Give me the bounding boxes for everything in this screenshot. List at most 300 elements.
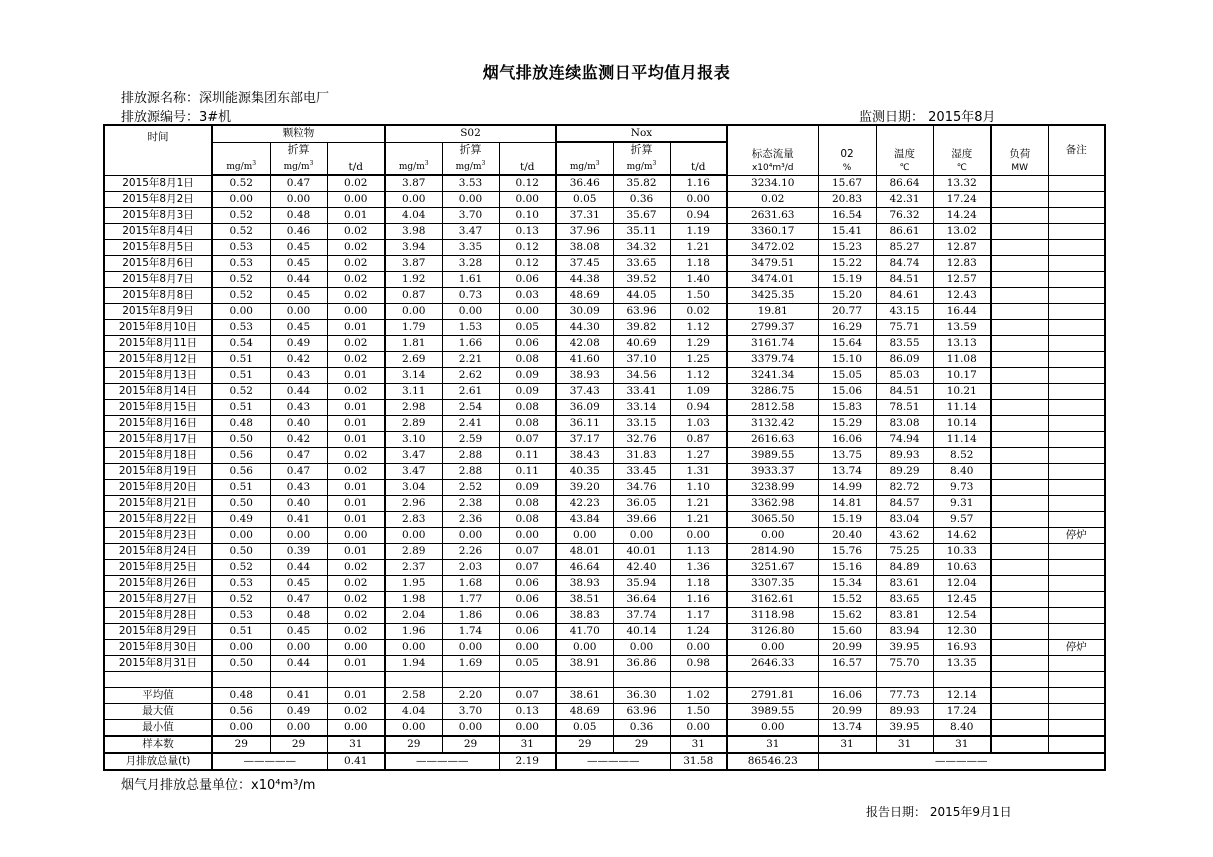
value-cell: 12.57	[933, 272, 991, 288]
value-cell: 83.08	[876, 416, 933, 432]
value-cell: 0.00	[442, 304, 499, 320]
value-cell: 39.52	[613, 272, 670, 288]
date-cell: 2015年8月14日	[104, 384, 212, 400]
value-cell: 0.00	[270, 192, 327, 208]
value-cell: 0.05	[556, 720, 613, 737]
value-cell	[991, 704, 1048, 720]
value-cell: 3.11	[385, 384, 442, 400]
value-cell: 0.00	[556, 528, 613, 544]
value-cell: 0.40	[270, 496, 327, 512]
source-id-line	[121, 106, 231, 125]
value-cell: 0.50	[212, 432, 270, 448]
pm-dash: —————	[212, 753, 327, 770]
value-cell: 35.82	[613, 175, 670, 192]
value-cell: 0.00	[270, 640, 327, 656]
value-cell: 1.77	[442, 592, 499, 608]
value-cell: 83.65	[876, 592, 933, 608]
remark-cell	[1048, 336, 1105, 352]
summary-label: 最大值	[104, 704, 212, 720]
value-cell: 0.06	[499, 592, 556, 608]
value-cell: 0.73	[442, 288, 499, 304]
value-cell: 1.96	[385, 624, 442, 640]
empty-cell	[499, 672, 556, 688]
value-cell: 0.08	[499, 496, 556, 512]
value-cell: 10.14	[933, 416, 991, 432]
value-cell: 0.02	[327, 256, 385, 272]
value-cell: 17.24	[933, 704, 991, 720]
value-cell: 10.17	[933, 368, 991, 384]
value-cell: 16.54	[818, 208, 876, 224]
value-cell: 30.09	[556, 304, 613, 320]
value-cell: 0.00	[670, 528, 727, 544]
totals-label: 月排放总量(t)	[104, 753, 212, 770]
header-nox-converted: 折算 $mg/m^3$	[613, 142, 670, 175]
value-cell: 3.87	[385, 175, 442, 192]
value-cell	[991, 192, 1048, 208]
empty-cell	[270, 672, 327, 688]
value-cell: 29	[270, 736, 327, 753]
value-cell: 38.91	[556, 656, 613, 672]
value-cell: 3.87	[385, 256, 442, 272]
table-row	[104, 304, 1105, 320]
value-cell: 44.38	[556, 272, 613, 288]
source-name-label: 排放源名称：	[121, 91, 200, 106]
value-cell: 3.14	[385, 368, 442, 384]
value-cell: 1.21	[670, 240, 727, 256]
value-cell: 42.40	[613, 560, 670, 576]
value-cell: 0.94	[670, 208, 727, 224]
table-row	[104, 240, 1105, 256]
value-cell: 0.00	[670, 192, 727, 208]
date-cell: 2015年8月2日	[104, 192, 212, 208]
value-cell: 11.14	[933, 432, 991, 448]
value-cell: 2.04	[385, 608, 442, 624]
empty-cell	[933, 672, 991, 688]
value-cell: 1.10	[670, 480, 727, 496]
value-cell: 0.43	[270, 368, 327, 384]
value-cell: 37.17	[556, 432, 613, 448]
value-cell: 0.00	[499, 640, 556, 656]
value-cell: 0.44	[270, 272, 327, 288]
value-cell: 0.06	[499, 624, 556, 640]
value-cell: 15.64	[818, 336, 876, 352]
value-cell	[991, 400, 1048, 416]
value-cell: 0.02	[327, 464, 385, 480]
value-cell: 0.01	[327, 656, 385, 672]
remark-cell	[1048, 272, 1105, 288]
table-row	[104, 608, 1105, 624]
empty-cell	[1048, 672, 1105, 688]
value-cell: 0.44	[270, 384, 327, 400]
value-cell	[991, 368, 1048, 384]
value-cell: 15.19	[818, 512, 876, 528]
value-cell: 16.06	[818, 688, 876, 704]
value-cell: 1.86	[442, 608, 499, 624]
value-cell: 33.14	[613, 400, 670, 416]
value-cell: 1.40	[670, 272, 727, 288]
remark-cell	[1048, 464, 1105, 480]
value-cell: 29	[442, 736, 499, 753]
value-cell: 85.27	[876, 240, 933, 256]
rest-dash: —————	[818, 753, 1105, 770]
value-cell	[991, 288, 1048, 304]
value-cell: 0.41	[270, 688, 327, 704]
table-row	[104, 384, 1105, 400]
value-cell: 39.95	[876, 720, 933, 737]
value-cell: 2646.33	[727, 656, 818, 672]
value-cell: 0.36	[613, 720, 670, 737]
value-cell: 1.17	[670, 608, 727, 624]
value-cell: 36.05	[613, 496, 670, 512]
table-row	[104, 208, 1105, 224]
summary-label: 平均值	[104, 688, 212, 704]
empty-cell	[613, 672, 670, 688]
value-cell: 0.01	[327, 416, 385, 432]
value-cell: 0.53	[212, 256, 270, 272]
value-cell: 2.88	[442, 464, 499, 480]
value-cell: 15.76	[818, 544, 876, 560]
value-cell: 83.55	[876, 336, 933, 352]
value-cell: 13.13	[933, 336, 991, 352]
value-cell: 20.77	[818, 304, 876, 320]
remark-cell	[1048, 448, 1105, 464]
value-cell: 3.35	[442, 240, 499, 256]
value-cell: 8.52	[933, 448, 991, 464]
value-cell: 0.52	[212, 175, 270, 192]
table-row	[104, 175, 1105, 192]
header-nox-mgm3: $mg/m^3$	[556, 142, 613, 175]
value-cell: 1.09	[670, 384, 727, 400]
value-cell: 0.00	[327, 192, 385, 208]
value-cell: 78.51	[876, 400, 933, 416]
pm-total: 0.41	[327, 753, 385, 770]
value-cell: 0.45	[270, 320, 327, 336]
date-cell: 2015年8月4日	[104, 224, 212, 240]
value-cell: 8.40	[933, 720, 991, 737]
summary-row	[104, 704, 1105, 720]
value-cell: 0.52	[212, 208, 270, 224]
value-cell: 0.02	[327, 175, 385, 192]
value-cell: 2.41	[442, 416, 499, 432]
value-cell: 84.74	[876, 256, 933, 272]
value-cell: 3307.35	[727, 576, 818, 592]
value-cell: 37.31	[556, 208, 613, 224]
value-cell: 0.00	[670, 640, 727, 656]
table-row	[104, 256, 1105, 272]
value-cell: 36.11	[556, 416, 613, 432]
header-so2-mgm3: $mg/m^3$	[385, 142, 442, 175]
value-cell: 20.99	[818, 704, 876, 720]
date-cell: 2015年8月25日	[104, 560, 212, 576]
value-cell: 2631.63	[727, 208, 818, 224]
value-cell: 0.08	[499, 512, 556, 528]
value-cell: 0.12	[499, 240, 556, 256]
value-cell: 3.94	[385, 240, 442, 256]
value-cell: 77.73	[876, 688, 933, 704]
value-cell: 0.53	[212, 240, 270, 256]
value-cell: 0.98	[670, 656, 727, 672]
value-cell: 84.51	[876, 272, 933, 288]
value-cell: 0.00	[385, 528, 442, 544]
header-load-unit: MW	[1011, 162, 1029, 173]
value-cell: 82.72	[876, 480, 933, 496]
converted-label: 折算	[459, 143, 482, 156]
value-cell: 0.00	[727, 528, 818, 544]
value-cell: 75.70	[876, 656, 933, 672]
value-cell: 15.67	[818, 175, 876, 192]
report-date-line	[866, 803, 1012, 820]
value-cell: 0.94	[670, 400, 727, 416]
value-cell: 0.49	[270, 704, 327, 720]
remark-cell	[1048, 384, 1105, 400]
value-cell: 75.71	[876, 320, 933, 336]
header-o2-label: 02	[840, 147, 854, 160]
value-cell: 0.02	[670, 304, 727, 320]
remark-cell	[1048, 352, 1105, 368]
value-cell: 10.21	[933, 384, 991, 400]
value-cell: 1.19	[670, 224, 727, 240]
value-cell: 3161.74	[727, 336, 818, 352]
remark-cell	[1048, 704, 1105, 720]
flow-total: 86546.23	[727, 753, 818, 770]
value-cell	[991, 688, 1048, 704]
value-cell: 84.61	[876, 288, 933, 304]
value-cell: 15.22	[818, 256, 876, 272]
header-flow	[727, 125, 818, 175]
value-cell: 2.83	[385, 512, 442, 528]
value-cell: 0.05	[499, 656, 556, 672]
value-cell	[991, 496, 1048, 512]
value-cell: 0.13	[499, 224, 556, 240]
value-cell: 14.24	[933, 208, 991, 224]
value-cell: 0.00	[499, 304, 556, 320]
value-cell: 2.21	[442, 352, 499, 368]
table-row	[104, 624, 1105, 640]
value-cell: 48.01	[556, 544, 613, 560]
value-cell: 0.00	[727, 720, 818, 737]
value-cell	[991, 352, 1048, 368]
value-cell: 33.15	[613, 416, 670, 432]
remark-cell	[1048, 400, 1105, 416]
value-cell: 89.93	[876, 448, 933, 464]
value-cell: 1.13	[670, 544, 727, 560]
remark-cell	[1048, 288, 1105, 304]
header-remark: 备注	[1048, 125, 1105, 175]
value-cell: 0.11	[499, 464, 556, 480]
value-cell: 84.57	[876, 496, 933, 512]
value-cell	[991, 272, 1048, 288]
value-cell: 2.98	[385, 400, 442, 416]
value-cell: 0.51	[212, 400, 270, 416]
value-cell: 0.45	[270, 240, 327, 256]
value-cell	[991, 304, 1048, 320]
value-cell: 38.08	[556, 240, 613, 256]
value-cell: 0.51	[212, 480, 270, 496]
value-cell: 3379.74	[727, 352, 818, 368]
value-cell	[991, 736, 1048, 753]
table-row	[104, 320, 1105, 336]
value-cell: 3472.02	[727, 240, 818, 256]
value-cell: 1.50	[670, 288, 727, 304]
value-cell: 3.70	[442, 208, 499, 224]
date-cell: 2015年8月26日	[104, 576, 212, 592]
value-cell: 3.28	[442, 256, 499, 272]
value-cell: 15.60	[818, 624, 876, 640]
nox-dash: —————	[556, 753, 670, 770]
value-cell: 0.53	[212, 608, 270, 624]
unit-label: mg/m	[226, 162, 253, 172]
value-cell: 13.02	[933, 224, 991, 240]
value-cell	[991, 480, 1048, 496]
remark-cell	[1048, 688, 1105, 704]
value-cell: 3238.99	[727, 480, 818, 496]
value-cell: 0.06	[499, 272, 556, 288]
value-cell: 38.93	[556, 576, 613, 592]
value-cell: 0.01	[327, 400, 385, 416]
value-cell: 0.00	[670, 720, 727, 737]
value-cell: 0.02	[327, 240, 385, 256]
value-cell: 0.02	[327, 384, 385, 400]
value-cell: 0.43	[270, 400, 327, 416]
report-date-label: 报告日期：	[866, 805, 927, 819]
header-load-label: 负荷	[1009, 147, 1031, 160]
value-cell: 4.04	[385, 208, 442, 224]
remark-cell	[1048, 175, 1105, 192]
value-cell: 0.56	[212, 704, 270, 720]
value-cell: 86.09	[876, 352, 933, 368]
remark-cell	[1048, 544, 1105, 560]
value-cell: 1.16	[670, 592, 727, 608]
value-cell: 0.03	[499, 288, 556, 304]
date-cell: 2015年8月12日	[104, 352, 212, 368]
header-temp-label: 温度	[894, 147, 915, 160]
value-cell: 0.51	[212, 368, 270, 384]
value-cell: 10.63	[933, 560, 991, 576]
value-cell: 2.58	[385, 688, 442, 704]
value-cell: 13.74	[818, 720, 876, 737]
monitor-date: 2015年8月	[928, 110, 996, 125]
value-cell: 15.05	[818, 368, 876, 384]
empty-cell	[818, 672, 876, 688]
value-cell: 0.00	[385, 720, 442, 737]
value-cell: 2.26	[442, 544, 499, 560]
value-cell: 3.04	[385, 480, 442, 496]
remark-cell	[1048, 224, 1105, 240]
value-cell	[991, 528, 1048, 544]
value-cell	[991, 512, 1048, 528]
value-cell: 12.45	[933, 592, 991, 608]
value-cell: 0.56	[212, 464, 270, 480]
value-cell: 63.96	[613, 304, 670, 320]
value-cell: 43.62	[876, 528, 933, 544]
value-cell: 42.31	[876, 192, 933, 208]
value-cell	[991, 256, 1048, 272]
value-cell: 15.16	[818, 560, 876, 576]
value-cell: 38.83	[556, 608, 613, 624]
empty-cell	[212, 672, 270, 688]
value-cell: 0.06	[499, 336, 556, 352]
value-cell: 2.38	[442, 496, 499, 512]
converted-label: 折算	[287, 143, 310, 156]
value-cell: 2.62	[442, 368, 499, 384]
value-cell: 42.23	[556, 496, 613, 512]
value-cell: 33.65	[613, 256, 670, 272]
value-cell: 3474.01	[727, 272, 818, 288]
value-cell: 1.16	[670, 175, 727, 192]
value-cell: 0.01	[327, 320, 385, 336]
value-cell	[991, 560, 1048, 576]
value-cell: 3065.50	[727, 512, 818, 528]
value-cell: 1.98	[385, 592, 442, 608]
value-cell: 0.46	[270, 224, 327, 240]
value-cell: 0.00	[327, 304, 385, 320]
date-cell: 2015年8月23日	[104, 528, 212, 544]
value-cell: 1.74	[442, 624, 499, 640]
value-cell: 1.94	[385, 656, 442, 672]
value-cell: 0.52	[212, 560, 270, 576]
value-cell: 36.46	[556, 175, 613, 192]
value-cell: 0.02	[327, 576, 385, 592]
source-id: 3#机	[199, 110, 232, 125]
value-cell: 43.15	[876, 304, 933, 320]
value-cell: 0.07	[499, 432, 556, 448]
value-cell: 2.20	[442, 688, 499, 704]
remark-cell	[1048, 240, 1105, 256]
empty-cell	[991, 672, 1048, 688]
value-cell: 3132.42	[727, 416, 818, 432]
value-cell: 0.00	[442, 528, 499, 544]
table-row	[104, 288, 1105, 304]
value-cell: 0.00	[327, 528, 385, 544]
value-cell: 0.07	[499, 544, 556, 560]
value-cell: 0.50	[212, 656, 270, 672]
header-pm-converted: 折算 $mg/m^3$	[270, 142, 327, 175]
remark-cell	[1048, 560, 1105, 576]
value-cell: 15.34	[818, 576, 876, 592]
unit-label: mg/m	[455, 162, 482, 172]
value-cell	[991, 384, 1048, 400]
value-cell: 31	[327, 736, 385, 753]
value-cell: 0.09	[499, 480, 556, 496]
summary-label: 样本数	[104, 736, 212, 753]
empty-cell	[385, 672, 442, 688]
date-cell: 2015年8月16日	[104, 416, 212, 432]
value-cell: 1.29	[670, 336, 727, 352]
value-cell: 1.18	[670, 576, 727, 592]
table-row	[104, 336, 1105, 352]
value-cell: 84.89	[876, 560, 933, 576]
value-cell: 2814.90	[727, 544, 818, 560]
header-temp	[876, 125, 933, 175]
value-cell: 40.69	[613, 336, 670, 352]
value-cell: 0.02	[327, 608, 385, 624]
value-cell: 0.00	[499, 528, 556, 544]
value-cell: 0.00	[327, 720, 385, 737]
value-cell: 0.40	[270, 416, 327, 432]
value-cell: 37.96	[556, 224, 613, 240]
value-cell: 15.06	[818, 384, 876, 400]
value-cell: 3.98	[385, 224, 442, 240]
value-cell: 3933.37	[727, 464, 818, 480]
date-cell: 2015年8月9日	[104, 304, 212, 320]
value-cell: 14.99	[818, 480, 876, 496]
value-cell: 15.23	[818, 240, 876, 256]
value-cell: 12.87	[933, 240, 991, 256]
value-cell: 0.11	[499, 448, 556, 464]
value-cell: 10.33	[933, 544, 991, 560]
value-cell	[991, 624, 1048, 640]
value-cell: 3.47	[442, 224, 499, 240]
